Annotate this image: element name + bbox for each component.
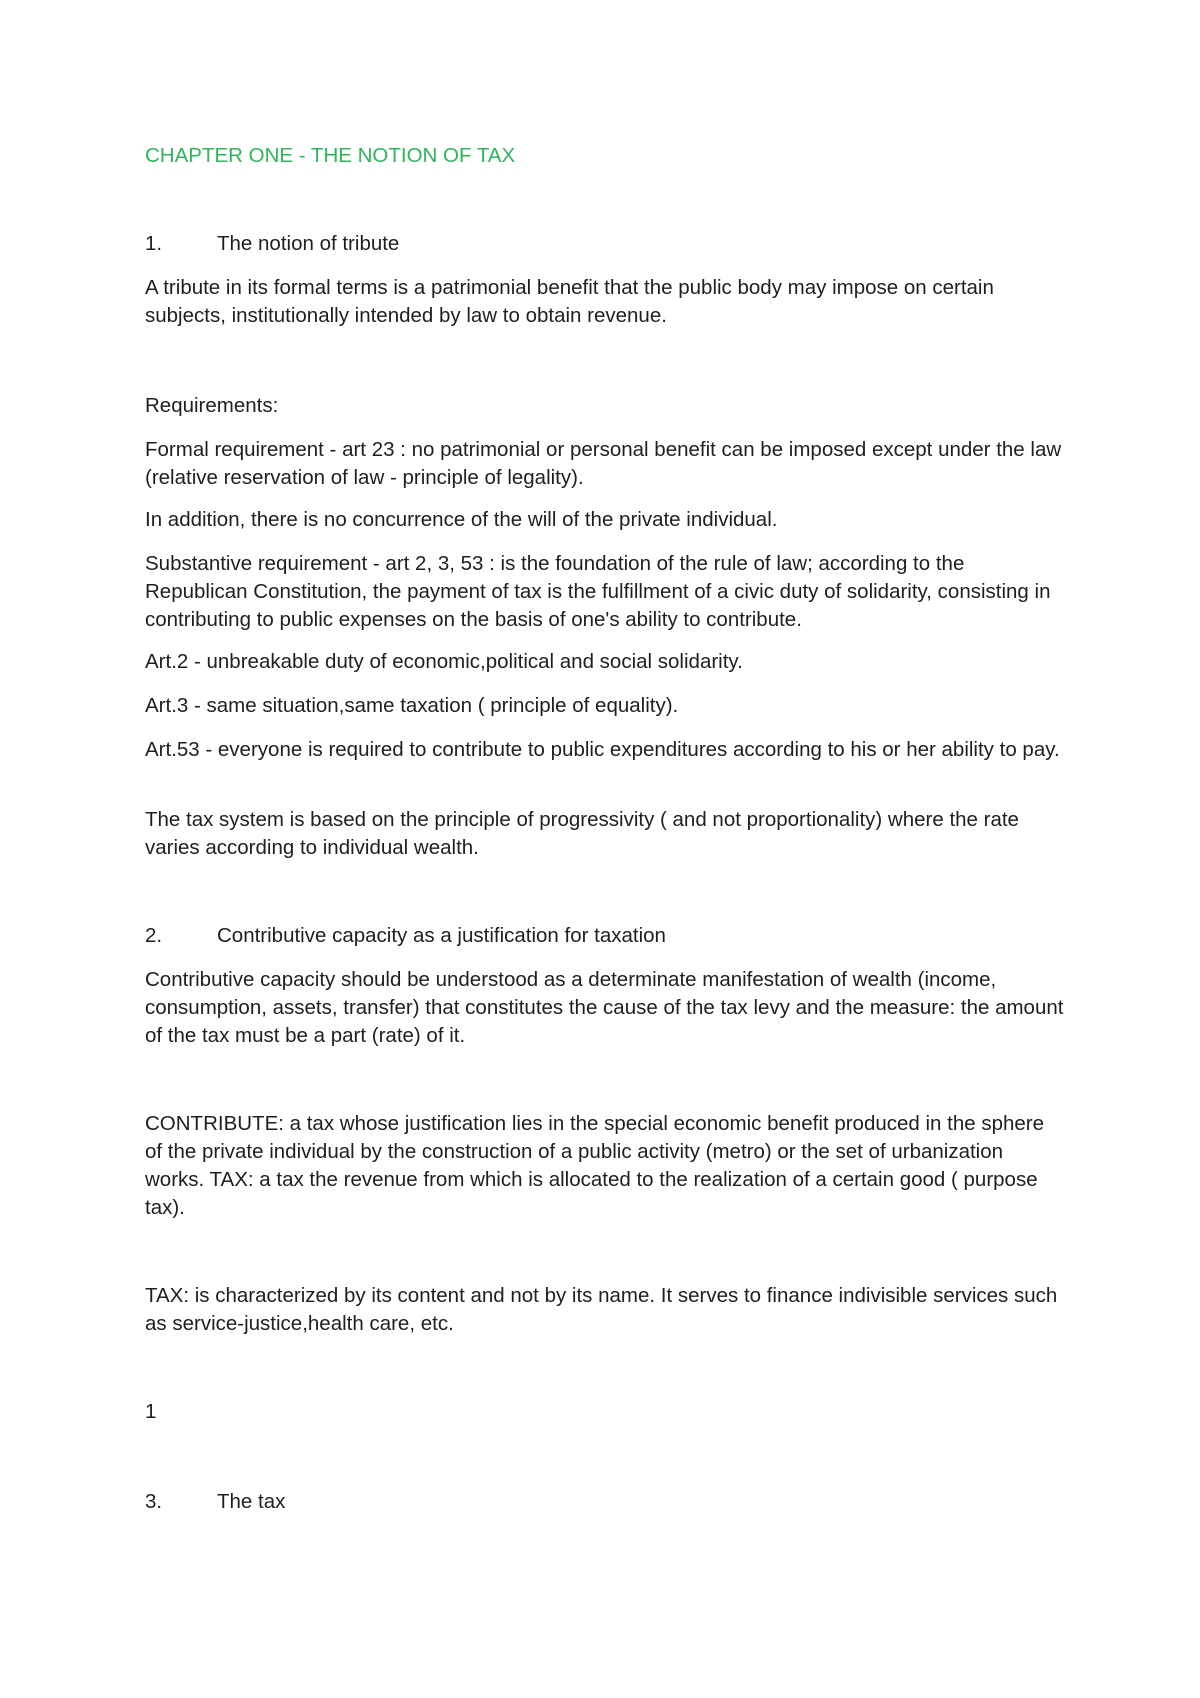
paragraph-requirements-label: Requirements: <box>145 394 279 417</box>
paragraph-contributive-capacity: Contributive capacity should be understood as a determinate manifestation of wealth (income, consumption, assets, transfer) that constitutes the cause of the tax levy and the measure: the amount of the tax must be a part (rate) of it. <box>145 968 1064 1047</box>
paragraph-formal-requirement: Formal requirement - art 23 : no patrimonial or personal benefit can be imposed except under the law (relative reservation of law - principle of legality). <box>145 438 1062 489</box>
paragraph-no-concurrence: In addition, there is no concurrence of the will of the private individual. <box>145 508 778 531</box>
paragraph-contribute-definition: CONTRIBUTE: a tax whose justification lies in the special economic benefit produced in the sphere of the private individual by the construction of a public activity (metro) or the set of urbanization works. TAX: a tax the revenue from which is allocated to the realization of a certain good ( purpose tax). <box>145 1112 1045 1219</box>
section-1-number: 1. <box>145 232 163 255</box>
paragraph-tax-definition: TAX: is characterized by its content and not by its name. It serves to finance indivisible services such as service-justice,health care, etc. <box>145 1284 1058 1335</box>
paragraph-progressivity: The tax system is based on the principle of progressivity ( and not proportionality) where the rate varies according to individual wealth. <box>145 808 1019 859</box>
page-number: 1 <box>145 1400 157 1423</box>
chapter-title: CHAPTER ONE - THE NOTION OF TAX <box>145 144 516 167</box>
paragraph-art-3: Art.3 - same situation,same taxation ( principle of equality). <box>145 694 679 717</box>
paragraph-art-53: Art.53 - everyone is required to contribute to public expenditures according to his or her ability to pay. <box>145 738 1060 761</box>
section-3-number: 3. <box>145 1490 163 1513</box>
section-1-heading: The notion of tribute <box>217 232 400 255</box>
section-2-heading: Contributive capacity as a justification for taxation <box>217 924 666 947</box>
paragraph-tribute-definition: A tribute in its formal terms is a patrimonial benefit that the public body may impose on certain subjects, institutionally intended by law to obtain revenue. <box>145 276 994 327</box>
paragraph-art-2: Art.2 - unbreakable duty of economic,political and social solidarity. <box>145 650 743 673</box>
section-2-number: 2. <box>145 924 163 947</box>
section-3-heading: The tax <box>217 1490 286 1513</box>
paragraph-substantive-requirement: Substantive requirement - art 2, 3, 53 : is the foundation of the rule of law; according to the Republican Constitution, the payment of tax is the fulfillment of a civic duty of solidarity, consisting in contributing to public expenses on the basis of one's ability to contribute. <box>145 552 1051 631</box>
